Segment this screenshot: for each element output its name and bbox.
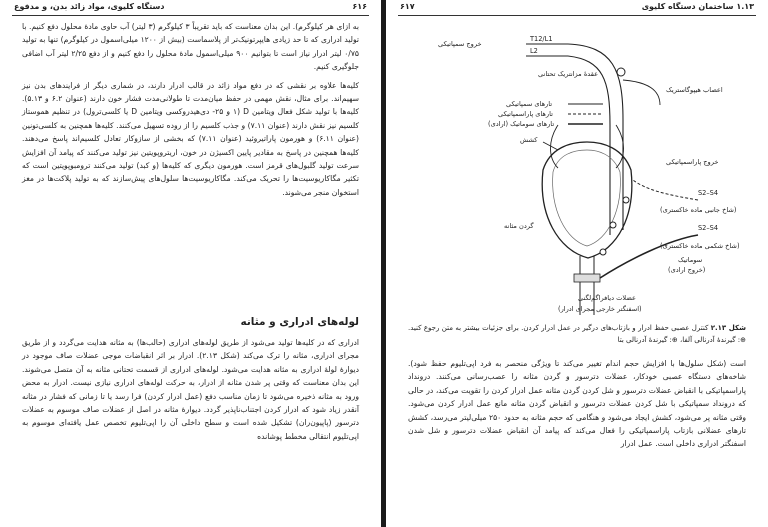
figure-caption — [408, 323, 746, 346]
right-page — [386, 0, 768, 527]
label-external-sphincter: (اسفنگتر خارجی مجرای ادرار) — [558, 305, 642, 313]
right-ureter — [616, 125, 624, 168]
caption-figure-number: شکل ۲.۱۳ — [710, 324, 746, 332]
right-body-text — [408, 357, 746, 456]
right-header-rule — [398, 15, 756, 16]
section-title: لوله‌های ادراری و مثانه — [240, 316, 359, 328]
left-paragraph-2: کلیه‌ها علاوه بر نقشی که در دفع مواد زائد در قالب ادرار دارند، در شماری دیگر از فرایندهای بدن نیز سهیم‌اند. برای مثال، نقش مهمی در حفظ میان‌مدت تا طولانی‌مدت فشار خون دارند (عنوان ۶.۲ و ۵.۱۳). کلیه‌ها با تولید شکل فعال ویتامین D (۱ و ۲۵- دی‌هیدروکسی ویتامین D یا کلسی‌ترول) در تنظیم هموستاز کلسیم نیز نقش دارند (عنوان ۷.۱۱) و جذب کلسیم را از روده تسهیل می‌کنند. کلیه‌ها همچنین به کلسی‌تونین (عنوان ۶.۱۱) و هورمون پاراتیروئید (عنوان ۷.۱۱) که بخشی از سازوکار تعادل کلسیم‌اند پاسخ می‌دهند. کلیه‌ها همچنین در پاسخ به مقادیر پایین اکسیژن در خون، اریتروپویتین نیز تولید می‌کنند که پیامد آن افزایش سرعت تولید گلبول‌های قرمز است. هورمون دیگری که کلیه‌ها (و کبد) تولید می‌کنند ترومبوپویتین است که تکثیر مگاکاریوسیت‌ها را تحریک می‌کند. مگاکاریوسیت‌ها سلول‌های پیش‌سازند که به تولید پلاکت‌ها در مغز استخوان منجر می‌شوند. — [22, 80, 359, 197]
label-ventral-horn: (شاخ شکمی ماده خاکستری) — [660, 242, 740, 250]
label-inf-mesenteric: عقدهٔ مزانتریک تحتانی — [538, 70, 599, 78]
left-running-title: دستگاه کلیوی، مواد زائد بدن، و مدفوع — [14, 2, 165, 11]
bladder-diagram-svg — [398, 30, 748, 320]
label-stretch: کشش — [520, 136, 538, 144]
label-s2-s4-a: S2–S4 — [698, 189, 719, 197]
bladder-outline — [542, 142, 632, 258]
label-somatic-fibers: تارهای سوماتیک (ارادی) — [488, 120, 555, 128]
neck-receptor-icon — [600, 249, 606, 255]
parasymp-nerve-path — [633, 180, 698, 200]
inf-mesenteric-ganglion — [617, 68, 625, 76]
left-page-number: ۶۱۶ — [352, 2, 367, 11]
left-page — [0, 0, 381, 527]
right-page-header — [400, 2, 754, 14]
left-section-body — [22, 336, 359, 448]
label-hypogastric: اعصاب هیپوگاستریک — [666, 86, 723, 94]
beta-receptor-icon — [610, 222, 616, 228]
alpha-receptor-icon — [623, 197, 629, 203]
right-paragraph: است (شکل سلول‌ها با افزایش حجم اندام تغییر می‌کند تا ویژگی منحصر به فرد اپی‌تلیوم حفظ شود). شاخه‌های دستگاه عصبی خودکار، عضلات دترسور و گردن مثانه را عصب‌رسانی می‌کنند. درونداد پاراسمپاتیکی با انقباض عضلات دترسور و شل کردن گردن مثانه عمل ادرار کردن را تقویت می‌کند، در حالی که درونداد سمپاتیکی با شل کردن عضلات دترسور و انقباض گردن مثانه مانع عمل ادرار کردن می‌شود. وقتی مثانه پر می‌شود، کشش ایجاد می‌شود و هنگامی که حجم مثانه به حدود ۲۵۰ میلی‌لیتر می‌رسد، کشش تارهای عضلانی بازتاب پاراسمپاتیکی را فعال می‌کند که پیامد آن انقباض عضلات دترسور و شل شدن اسفنگتر ادراری داخلی است. عمل ادرار — [408, 359, 746, 449]
label-parasymp-fibers: تارهای پاراسمپاتیکی — [498, 110, 553, 118]
label-s2-s4-b: S2–S4 — [698, 224, 719, 232]
bladder-innervation-figure — [398, 30, 748, 320]
label-diaphragm-muscles: عضلات دیافراگم‌لگنی — [578, 294, 636, 302]
right-running-title: ۱.۱۳ ساختمان دستگاه کلیوی — [641, 2, 754, 11]
label-l2: L2 — [530, 47, 538, 55]
label-symp-fibers: تارهای سمپاتیکی — [506, 100, 553, 108]
external-sphincter-shape — [574, 274, 600, 282]
label-somatic-out: سوماتیک — [678, 256, 703, 264]
left-paragraph-1: به ازای هر کیلوگرم). این بدان معناست که باید تقریباً ۳ کیلوگرم (۳ لیتر) آب حاوی مادهٔ محلول دفع کنیم. با تولید ادراری که تا حد زیادی هایپرتونیک‌تر از پلاسماست (بیش از ۱۲۰۰ میلی‌اسمول در کیلوگرم) تنها به تولید ۰/۷۵ لیتر ادرار نیاز است تا بتوانیم ۹۰۰ میلی‌اسمول مادهٔ محلول را دفع کنیم و از دفع ۲/۲۵ لیتر آب اضافی جلوگیری کنیم. — [22, 22, 360, 72]
label-bladder-neck: گردن مثانه — [504, 222, 534, 230]
left-body-text — [22, 20, 359, 204]
section-paragraph: ادراری که در کلیه‌ها تولید می‌شود از طریق لوله‌های ادراری (حالب‌ها) به مثانه هدایت می‌گردد و از طریق مجرای ادراری، مثانه را ترک می‌کند (شکل ۲.۱۳). ادرار بر اثر انقباضات موجی عضلات صاف موجود در دیوارهٔ لولهٔ ادراری به مثانه هدایت می‌شود. لوله‌های ادراری از قسمت تحتانی مثانه به آن متصل می‌شوند. این بدان معناست که وقتی پر شدن مثانه از ادرار، به حرکت لوله‌های ادراری نیازی نیست. ادرار به محض ورود به مثانه ذخیره می‌شود تا زمان مناسب دفع (عمل ادرار کردن) فرا رسد یا تا زمانی که فشار در مثانه آنقدر زیاد شود که ادرار کردن اجتناب‌ناپذیر گردد. دیوارهٔ مثانه در اصل از عضلات صاف موسوم به عضلات دترسور (پاپیون‌ران) تشکیل شده است و سطح داخلی آن را اپی‌تلیوم تخصص عمل یافته‌ای موسوم به اپی‌تلیوم انتقالی مخطط پوشانده — [22, 338, 359, 441]
label-voluntary-out: (خروج ارادی) — [668, 266, 706, 274]
right-page-number: ۶۱۷ — [400, 2, 415, 11]
left-page-header — [14, 2, 367, 14]
sympathetic-nerve-path-2 — [568, 56, 610, 235]
label-parasymp-out: خروج پاراسمپاتیکی — [666, 158, 719, 166]
left-header-rule — [12, 15, 369, 16]
hypogastric-nerve-path — [623, 80, 660, 105]
caption-text: کنترل عصبی حفظ ادرار و بازتاب‌های درگیر در عمل ادرار کردن. برای جزئیات بیشتر به متن رجوع کنید. ⊕: گیرندهٔ آدرنالی آلفا، ⊕: گیرندهٔ آدرنالی بتا — [408, 324, 746, 344]
label-pelvic-branch: (شاخ جانبی ماده خاکستری) — [660, 206, 737, 214]
label-t12-l1: T12/L1 — [530, 35, 553, 43]
label-sympathetic-out: خروج سمپاتیکی — [438, 40, 482, 48]
